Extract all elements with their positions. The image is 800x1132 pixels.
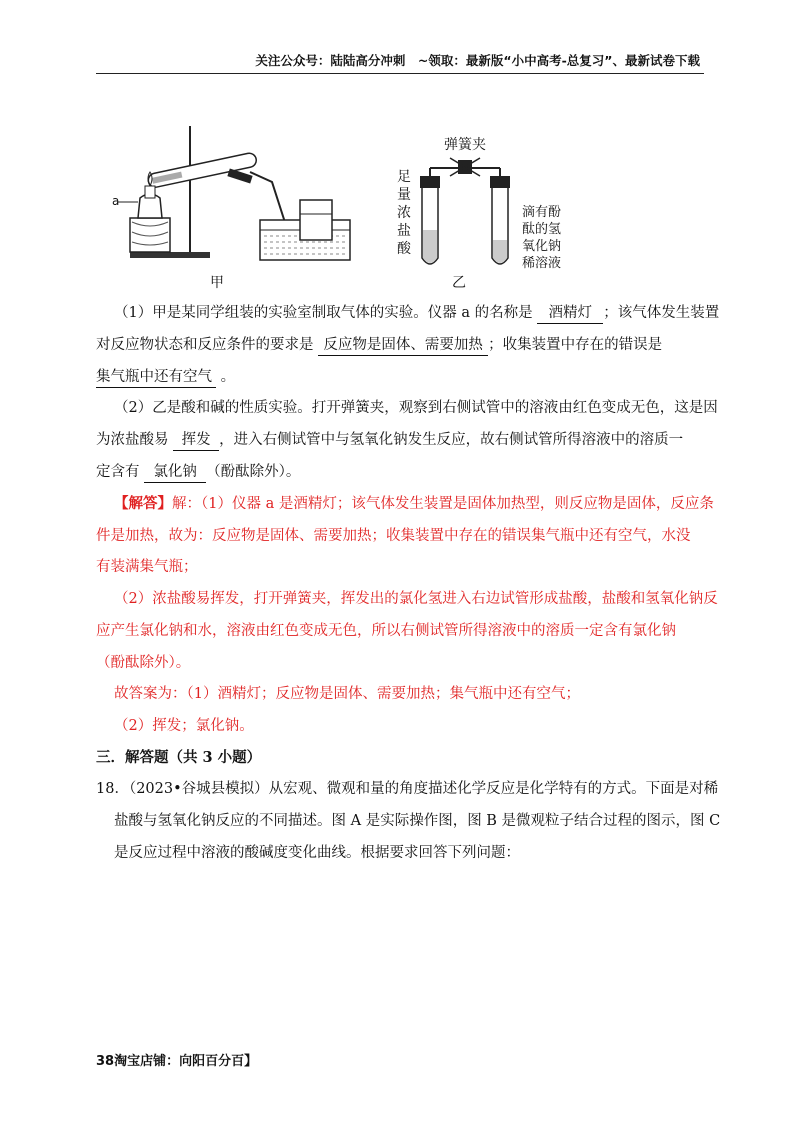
- q2-line3: 定含有 氯化钠 （酚酞除外）。: [96, 462, 704, 483]
- answer-line3: 有装满集气瓶；: [96, 559, 198, 575]
- answer-line6: （酚酞除外）。: [96, 655, 191, 671]
- q1-answer-instrument: 酒精灯: [537, 303, 603, 324]
- answer-tag: 【解答】: [114, 495, 172, 512]
- q1-line1: （1）甲是某同学组装的实验室制取气体的实验。仪器 a 的名称是 酒精灯 ；该气体发生装置: [114, 303, 704, 324]
- page-footer: 38淘宝店铺：向阳百分百】: [96, 1054, 258, 1069]
- spring-clip-label: 弹簧夹: [444, 137, 486, 153]
- answer-line7: 故答案为：（1）酒精灯；反应物是固体、需要加热；集气瓶中还有空气；: [114, 686, 580, 702]
- answer-line1: 【解答】解：（1）仪器 a 是酒精灯；该气体发生装置是固体加热型，则反应物是固体，反应条: [114, 495, 714, 512]
- q18-line1: 18．（2023•谷城县模拟）从宏观、微观和量的角度描述化学反应是化学特有的方式。下面是对稀: [96, 781, 719, 797]
- q2-line2: 为浓盐酸易 挥发 ，进入右侧试管中与氢氧化钠发生反应，故右侧试管所得溶液中的溶质一: [96, 430, 704, 451]
- q1-line2: 对反应物状态和反应条件的要求是 反应物是固体、需要加热 ；收集装置中存在的错误是: [96, 335, 704, 356]
- q2-line1: （2）乙是酸和碱的性质实验。打开弹簧夹，观察到右侧试管中的溶液由红色变成无色，这是因: [114, 400, 718, 416]
- figure-label-yi: 乙: [452, 275, 466, 291]
- q18-line2: 盐酸与氢氧化钠反应的不同描述。图 A 是实际操作图，图 B 是微观粒子结合过程的图示，图 C: [114, 813, 721, 829]
- q2-answer-volatile: 挥发: [173, 430, 219, 451]
- experiment-figure: a 甲 乙 弹簧夹 足 量 浓 盐 酸 滴有酚 酞的氢 氧化钠 稀溶液: [110, 118, 610, 298]
- q1-line3: 集气瓶中还有空气 。: [96, 367, 704, 388]
- label-a: a: [112, 194, 120, 208]
- answer-line8: （2）挥发；氯化钠。: [114, 718, 254, 734]
- answer-line5: 应产生氯化钠和水，溶液由红色变成无色，所以右侧试管所得溶液中的溶质一定含有氯化钠: [96, 623, 676, 639]
- section-title: 三．解答题（共 3 小题）: [96, 749, 262, 766]
- q18-line3: 是反应过程中溶液的酸碱度变化曲线。根据要求回答下列问题：: [114, 845, 520, 861]
- answer-line2: 件是加热，故为：反应物是固体、需要加热；收集装置中存在的错误集气瓶中还有空气，水没: [96, 528, 691, 544]
- q1-answer-conditions: 反应物是固体、需要加热: [318, 335, 488, 356]
- figure-label-jia: 甲: [210, 275, 224, 291]
- page-header: 关注公众号：陆陆高分冲刺 ~领取：最新版“小中高考-总复习”、最新试卷下载: [96, 52, 704, 74]
- q2-answer-solute: 氯化钠: [144, 462, 206, 483]
- answer-line4: （2）浓盐酸易挥发，打开弹簧夹，挥发出的氯化氢进入右边试管形成盐酸，盐酸和氢氧化钠反: [114, 591, 718, 607]
- q1-answer-error: 集气瓶中还有空气: [96, 367, 216, 388]
